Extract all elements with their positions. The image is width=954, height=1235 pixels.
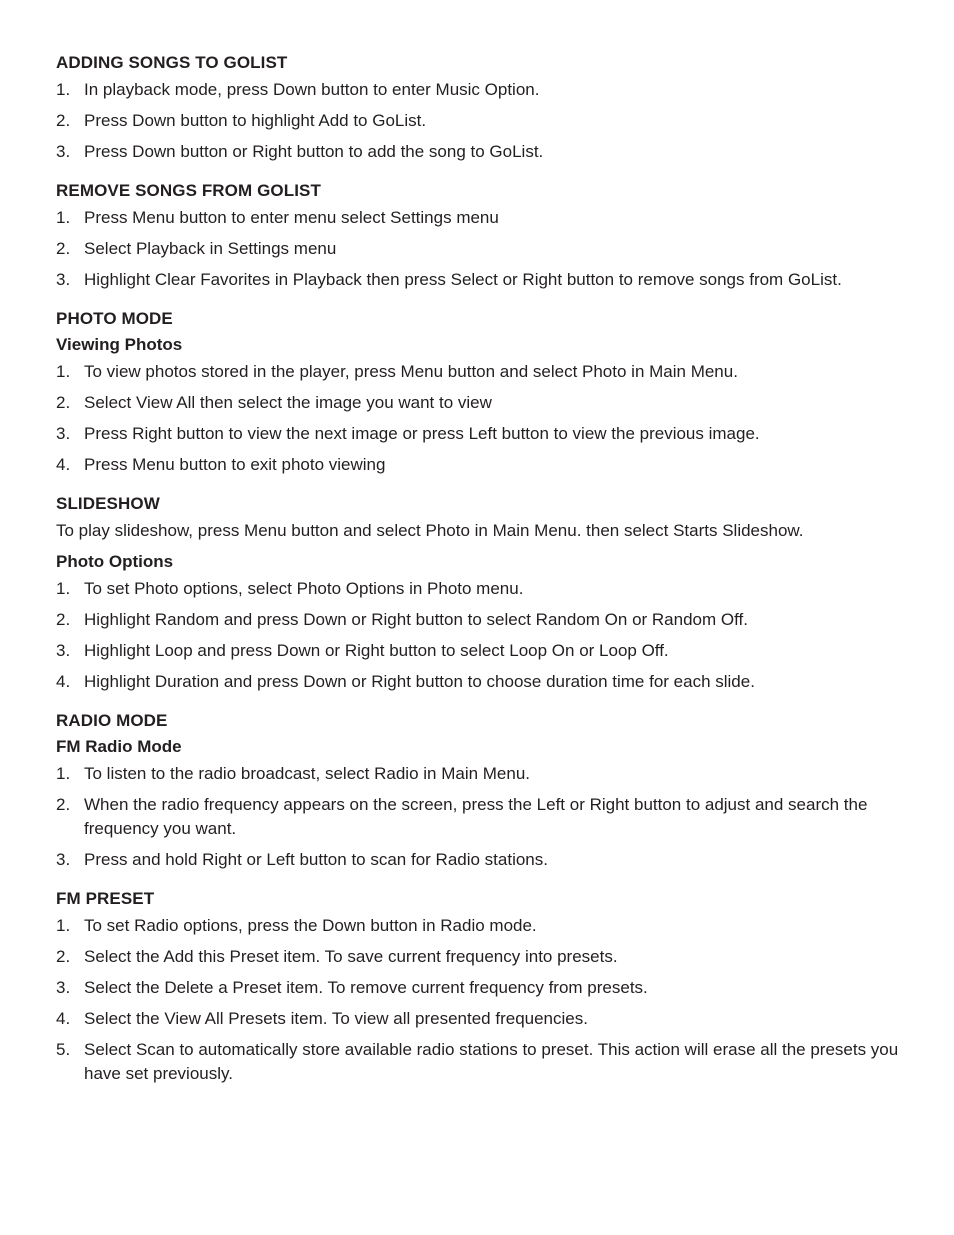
list-item — [56, 1007, 916, 1031]
item-number: 2. — [56, 947, 71, 966]
item-text: To set Photo options, select Photo Options in Photo menu. — [84, 579, 524, 598]
item-number: 3. — [56, 270, 71, 289]
item-text: Highlight Duration and press Down or Right button to choose duration time for each slide. — [84, 672, 755, 691]
section-heading: FM PRESET — [56, 889, 155, 908]
item-number: 4. — [56, 455, 71, 474]
list-item — [56, 140, 916, 164]
item-text: Select the Delete a Preset item. To remove current frequency from presets. — [84, 978, 648, 997]
item-text: To listen to the radio broadcast, select Radio in Main Menu. — [84, 764, 531, 783]
section-heading: ADDING SONGS TO GOLIST — [56, 53, 288, 72]
section-subheading: FM Radio Mode — [56, 737, 182, 756]
item-text: Press Right button to view the next image or press Left button to view the previous image. — [84, 424, 760, 443]
item-text: Highlight Loop and press Down or Right button to select Loop On or Loop Off. — [84, 641, 669, 660]
list-item — [56, 976, 916, 1000]
item-number: 1. — [56, 764, 71, 783]
list-item — [56, 1038, 916, 1086]
item-text: Press Down button to highlight Add to GoList. — [84, 111, 427, 130]
item-text: Press and hold Right or Left button to scan for Radio stations. — [84, 850, 548, 869]
list-item — [56, 945, 916, 969]
list-item — [56, 670, 916, 694]
item-text: Highlight Random and press Down or Right button to select Random On or Random Off. — [84, 610, 748, 629]
list-item — [56, 453, 916, 477]
item-number: 4. — [56, 1009, 71, 1028]
item-number: 3. — [56, 978, 71, 997]
item-number: 2. — [56, 111, 71, 130]
item-text: To set Radio options, press the Down button in Radio mode. — [84, 916, 537, 935]
section-paragraph: To play slideshow, press Menu button and select Photo in Main Menu. then select Starts Slideshow. — [56, 521, 804, 540]
item-text: Press Menu button to exit photo viewing — [84, 455, 386, 474]
item-text: Press Menu button to enter menu select Settings menu — [84, 208, 499, 227]
item-number: 3. — [56, 850, 71, 869]
item-number: 3. — [56, 641, 71, 660]
item-number: 3. — [56, 424, 71, 443]
section-subheading: Photo Options — [56, 552, 174, 571]
item-text: Select the Add this Preset item. To save current frequency into presets. — [84, 947, 618, 966]
list-item — [56, 914, 916, 938]
section-fm-preset — [56, 886, 916, 1086]
list-item — [56, 793, 916, 841]
item-number: 2. — [56, 393, 71, 412]
section-photo-mode — [56, 306, 916, 477]
item-number: 2. — [56, 239, 71, 258]
item-text: To view photos stored in the player, press Menu button and select Photo in Main Menu. — [84, 362, 738, 381]
item-text: In playback mode, press Down button to enter Music Option. — [84, 80, 540, 99]
section-adding-songs — [56, 50, 916, 164]
list-item — [56, 391, 916, 415]
list-item — [56, 237, 916, 261]
section-heading: SLIDESHOW — [56, 494, 160, 513]
section-heading: PHOTO MODE — [56, 309, 173, 328]
item-number: 1. — [56, 208, 71, 227]
item-text: When the radio frequency appears on the screen, press the Left or Right button to adjust and search the frequency you want. — [84, 795, 868, 838]
list-item — [56, 762, 916, 786]
section-remove-songs — [56, 178, 916, 292]
section-subheading: Viewing Photos — [56, 335, 183, 354]
item-text: Select Playback in Settings menu — [84, 239, 337, 258]
list-item — [56, 639, 916, 663]
item-number: 4. — [56, 672, 71, 691]
instruction-list — [56, 914, 916, 1086]
item-number: 1. — [56, 80, 71, 99]
item-text: Select View All then select the image you want to view — [84, 393, 492, 412]
section-slideshow — [56, 491, 916, 694]
instruction-list — [56, 577, 916, 694]
manual-page — [56, 50, 916, 1100]
list-item — [56, 360, 916, 384]
list-item — [56, 422, 916, 446]
list-item — [56, 109, 916, 133]
section-heading: REMOVE SONGS FROM GOLIST — [56, 181, 321, 200]
instruction-list — [56, 78, 916, 164]
instruction-list — [56, 206, 916, 292]
item-text: Select Scan to automatically store available radio stations to preset. This action will erase all the presets you have set previously. — [84, 1040, 899, 1083]
item-text: Press Down button or Right button to add the song to GoList. — [84, 142, 544, 161]
item-number: 3. — [56, 142, 71, 161]
instruction-list — [56, 360, 916, 477]
item-text: Highlight Clear Favorites in Playback then press Select or Right button to remove songs from GoList. — [84, 270, 842, 289]
list-item — [56, 848, 916, 872]
item-number: 1. — [56, 362, 71, 381]
list-item — [56, 206, 916, 230]
list-item — [56, 268, 916, 292]
section-radio-mode — [56, 708, 916, 872]
item-number: 2. — [56, 610, 71, 629]
item-number: 1. — [56, 579, 71, 598]
instruction-list — [56, 762, 916, 872]
list-item — [56, 608, 916, 632]
list-item — [56, 577, 916, 601]
section-heading: RADIO MODE — [56, 711, 168, 730]
item-text: Select the View All Presets item. To view all presented frequencies. — [84, 1009, 588, 1028]
item-number: 2. — [56, 795, 71, 814]
list-item — [56, 78, 916, 102]
item-number: 5. — [56, 1040, 71, 1059]
item-number: 1. — [56, 916, 71, 935]
